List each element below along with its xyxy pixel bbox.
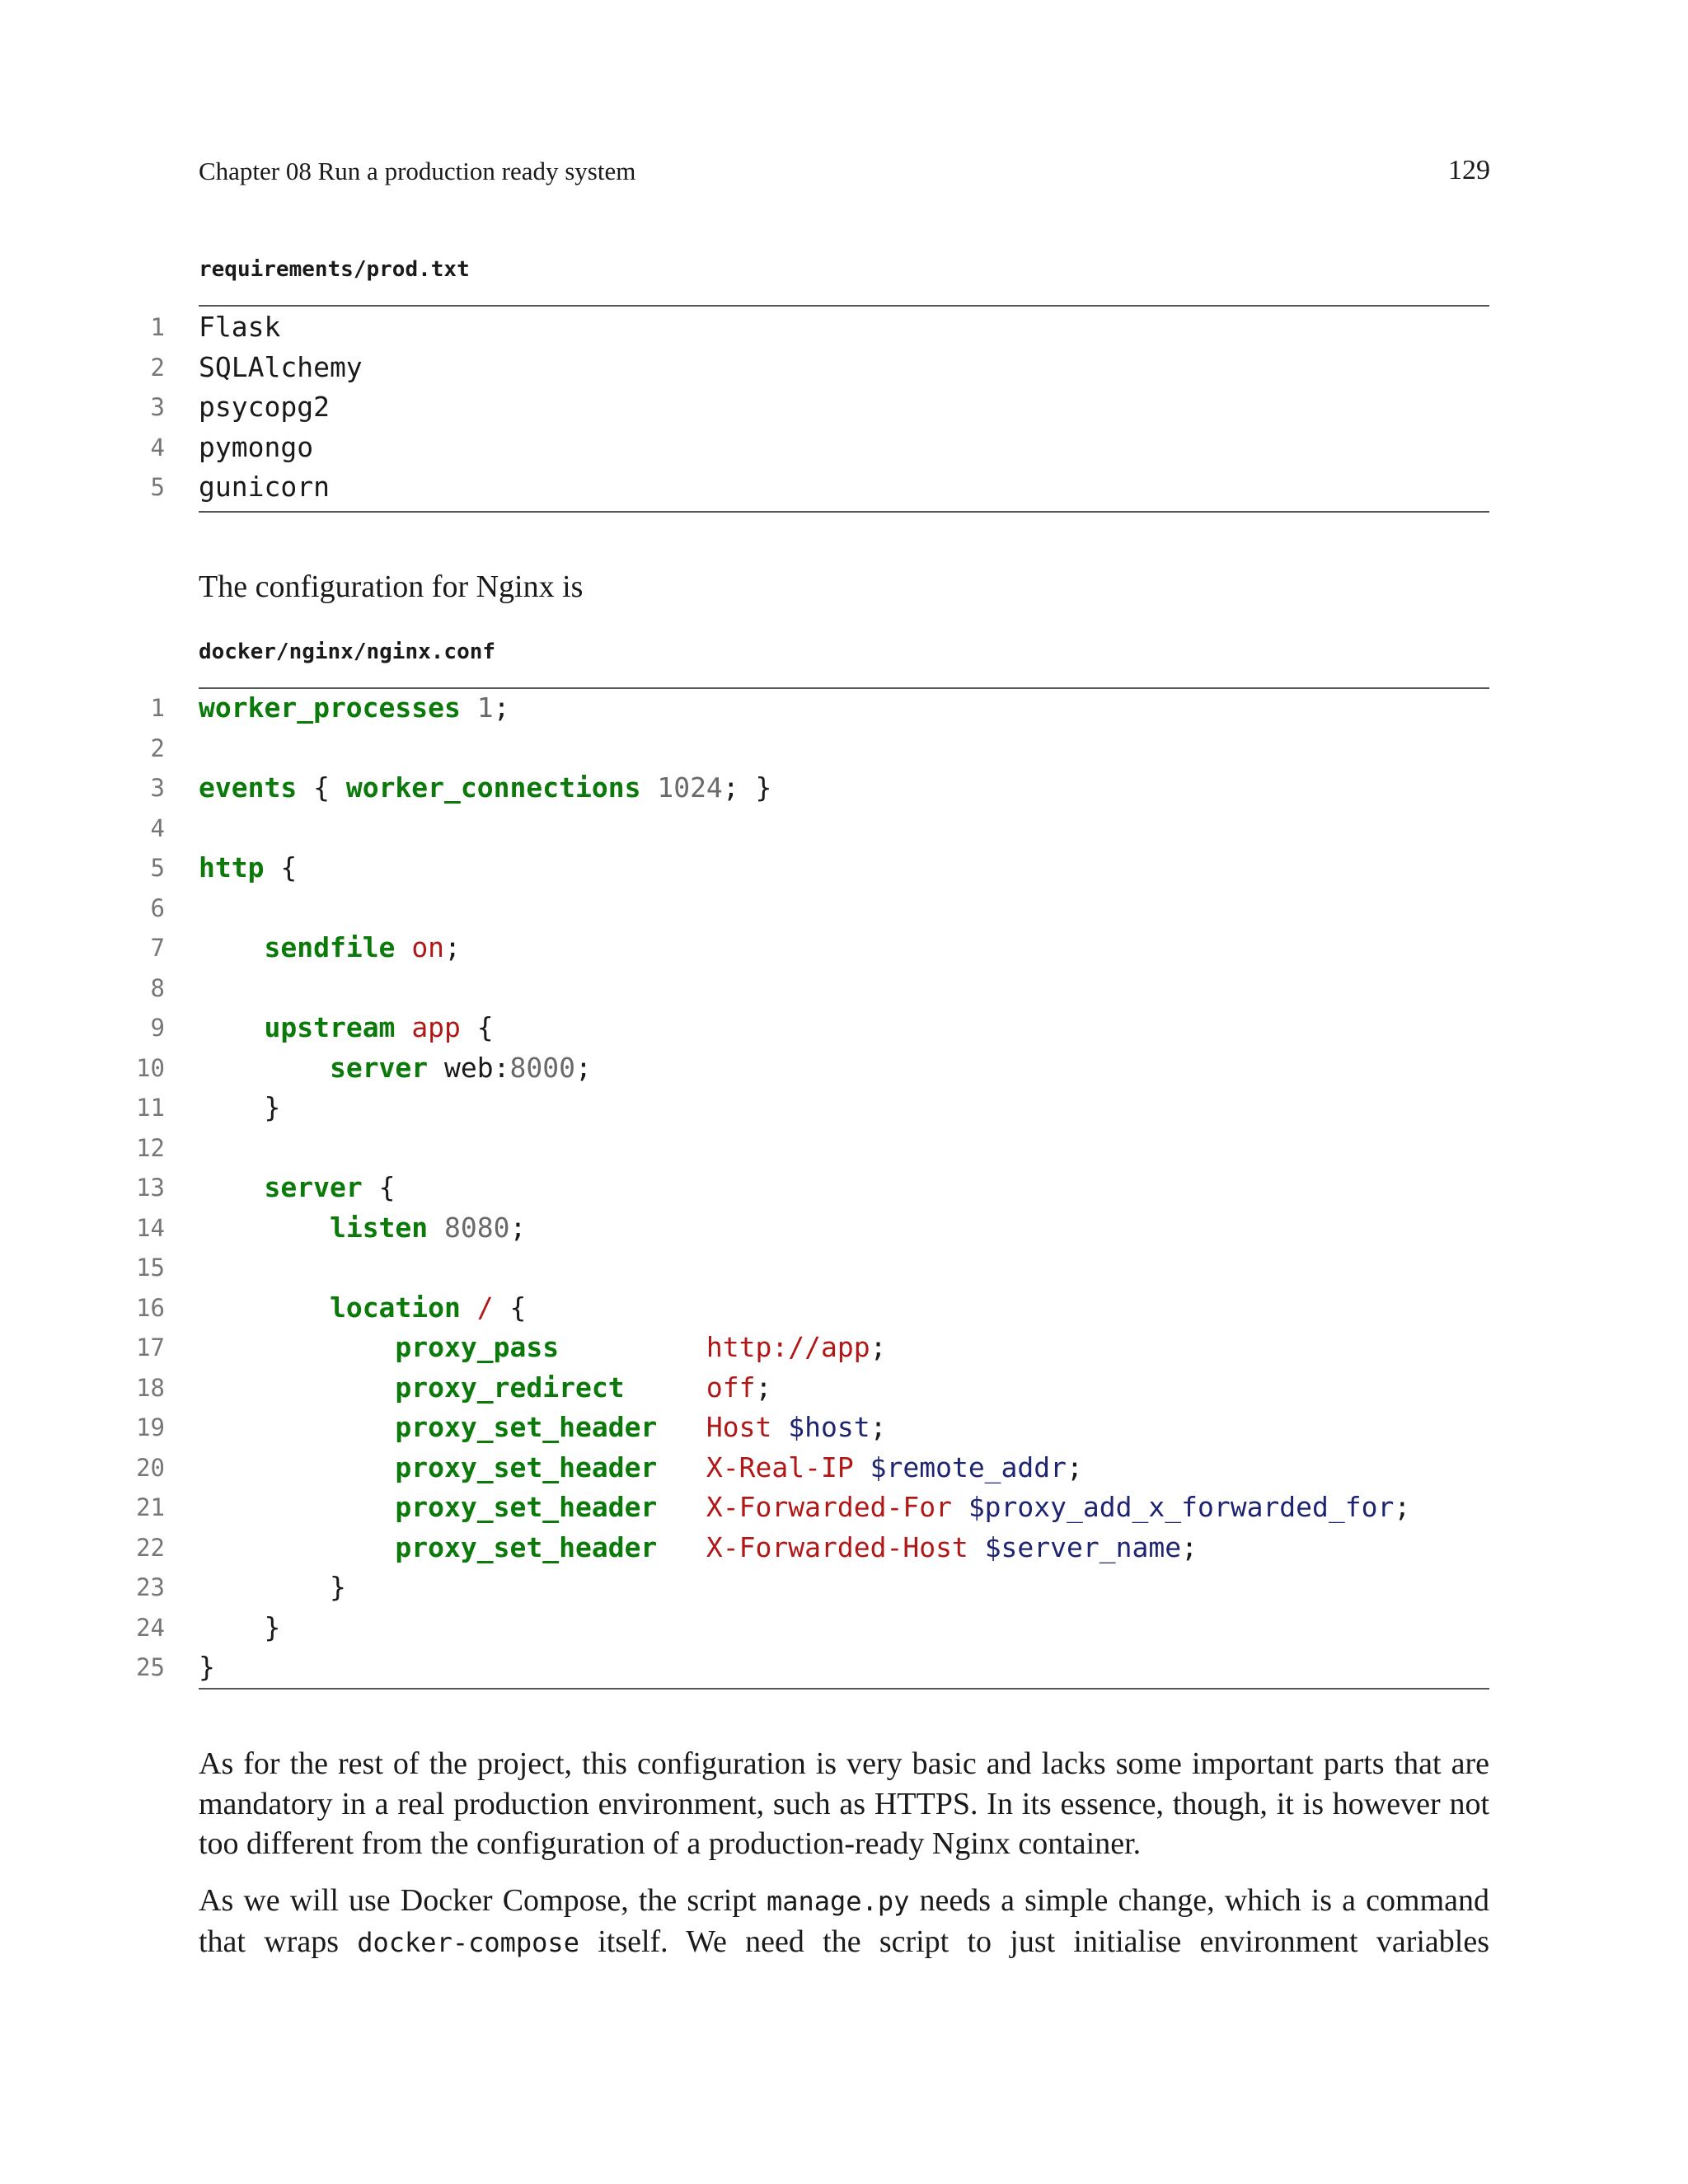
- code-plain: ;: [444, 931, 461, 963]
- paragraph-text: itself. We need the script to just initialise environment variables: [579, 1924, 1490, 1959]
- code-text: [199, 1647, 215, 1688]
- code-line: [0, 1168, 1688, 1208]
- code-plain: [199, 1212, 330, 1244]
- code-string: http://app: [706, 1331, 870, 1363]
- code-text: [199, 1168, 395, 1208]
- code-line: [0, 1608, 1688, 1648]
- code-keyword: sendfile: [264, 931, 396, 963]
- code-plain: ;: [755, 1371, 772, 1404]
- code-text: [199, 1488, 1410, 1528]
- line-number: 11: [136, 1094, 165, 1122]
- listing-bottom-rule: [199, 511, 1489, 513]
- line-number: 5: [150, 854, 165, 882]
- code-variable: $server_name: [984, 1530, 1182, 1563]
- code-plain: web:: [428, 1051, 510, 1084]
- code-plain: [199, 1171, 264, 1203]
- code-plain: [854, 1451, 870, 1483]
- code-line: [0, 1528, 1688, 1568]
- code-plain: [640, 771, 657, 804]
- code-text: [199, 848, 297, 888]
- listing-caption: docker/nginx/nginx.conf: [199, 640, 496, 664]
- code-keyword: server: [264, 1171, 363, 1203]
- code-keyword: location: [329, 1291, 461, 1324]
- code-string: /: [476, 1291, 494, 1324]
- code-line: [0, 348, 1688, 388]
- line-number: 16: [136, 1293, 165, 1322]
- code-text: [199, 768, 771, 808]
- code-plain: [199, 1371, 395, 1404]
- line-number: 24: [136, 1613, 165, 1642]
- code-plain: [771, 1411, 788, 1443]
- body-paragraph: As for the rest of the project, this configuration is very basic and lacks some important parts that are mandatory in a real production environment, such as HTTPS. In its essence, though, it is however not too different from the configuration of a production-ready Nginx container.: [199, 1746, 1489, 1861]
- code-line: [0, 1647, 1688, 1688]
- code-plain: [199, 1411, 395, 1443]
- code-text: [199, 1328, 886, 1368]
- code-text: [199, 1448, 1083, 1488]
- code-string: X-Forwarded-Host: [706, 1530, 968, 1563]
- line-number: 17: [136, 1333, 165, 1361]
- code-keyword: upstream: [264, 1011, 396, 1043]
- code-line: [0, 428, 1688, 468]
- line-number: 14: [136, 1213, 165, 1242]
- code-plain: }: [199, 1651, 215, 1683]
- code-keyword: events: [199, 771, 298, 804]
- code-variable: $host: [788, 1411, 870, 1443]
- code-text: [199, 928, 461, 968]
- line-number: 23: [136, 1573, 165, 1601]
- code-keyword: listen: [329, 1211, 429, 1244]
- code-plain: [461, 691, 477, 724]
- code-plain: }: [199, 1091, 281, 1123]
- code-keyword: server: [329, 1051, 429, 1084]
- body-paragraph: [199, 1881, 1489, 1962]
- code-plain: ;: [870, 1411, 887, 1443]
- code-line: [0, 1328, 1688, 1368]
- code-plain: ;: [1067, 1451, 1083, 1483]
- code-line: [0, 1368, 1688, 1408]
- code-keyword: proxy_set_header: [395, 1451, 658, 1483]
- line-number: 7: [150, 934, 165, 962]
- running-header-title: Chapter 08 Run a production ready system: [199, 157, 636, 185]
- code-plain: {: [460, 1011, 494, 1043]
- code-plain: {: [493, 1291, 527, 1324]
- code-plain: [625, 1371, 706, 1404]
- code-text: [199, 688, 510, 729]
- code-keyword: proxy_set_header: [395, 1411, 658, 1443]
- code-plain: [657, 1491, 706, 1523]
- code-keyword: proxy_set_header: [395, 1491, 658, 1523]
- line-number: 6: [150, 893, 165, 922]
- line-number: 10: [136, 1053, 165, 1082]
- code-plain: [657, 1531, 706, 1563]
- code-line: [0, 928, 1688, 968]
- code-plain: [199, 1331, 395, 1363]
- line-number: 5: [150, 473, 165, 501]
- code-line: [0, 1488, 1688, 1528]
- line-number: 21: [136, 1493, 165, 1521]
- listing-caption: requirements/prod.txt: [199, 257, 470, 282]
- code-line: [0, 1288, 1688, 1329]
- line-number: 9: [150, 1014, 165, 1042]
- line-number: 3: [150, 393, 165, 421]
- code-number: 1024: [657, 771, 723, 804]
- code-text: [199, 1368, 771, 1408]
- code-plain: [657, 1411, 706, 1443]
- code-line: [0, 307, 1688, 348]
- code-keyword: worker_processes: [199, 691, 461, 724]
- code-line: [0, 1008, 1688, 1048]
- line-number: 8: [150, 973, 165, 1002]
- code-text: [199, 1568, 346, 1608]
- code-line: [0, 1088, 1688, 1128]
- code-text: [199, 1608, 280, 1648]
- code-plain: {: [264, 851, 298, 883]
- line-number: 4: [150, 813, 165, 842]
- code-line: [0, 387, 1688, 428]
- code-string: app: [411, 1011, 461, 1043]
- code-text: Flask: [199, 311, 281, 343]
- line-number: 18: [136, 1373, 165, 1402]
- code-string: Host: [706, 1411, 772, 1443]
- intro-paragraph: The configuration for Nginx is: [199, 569, 584, 604]
- code-plain: [199, 1052, 330, 1084]
- code-text: SQLAlchemy: [199, 350, 363, 383]
- line-number: 20: [136, 1453, 165, 1482]
- code-plain: [428, 1212, 444, 1244]
- code-text: [199, 1048, 592, 1089]
- code-plain: [559, 1331, 706, 1363]
- code-plain: {: [362, 1171, 396, 1203]
- code-line: [0, 729, 1688, 769]
- code-number: 8080: [444, 1211, 510, 1244]
- code-line: [0, 1408, 1688, 1448]
- code-plain: }: [199, 1610, 281, 1643]
- code-listing-requirements: [0, 307, 1688, 508]
- code-line: [0, 1568, 1688, 1608]
- code-plain: [199, 1491, 395, 1523]
- line-number: 1: [150, 694, 165, 722]
- line-number: 2: [150, 733, 165, 762]
- line-number: 25: [136, 1653, 165, 1681]
- code-string: X-Forwarded-For: [706, 1491, 952, 1523]
- paragraph-text: As we will use Docker Compose, the script: [199, 1883, 767, 1918]
- code-plain: [395, 1011, 411, 1043]
- code-listing-nginx-conf: [0, 688, 1688, 1688]
- inline-code: manage.py: [766, 1886, 910, 1917]
- code-text: [199, 1008, 494, 1048]
- code-plain: ;: [493, 691, 510, 724]
- code-string: X-Real-IP: [706, 1451, 854, 1483]
- code-line: [0, 1448, 1688, 1488]
- line-number: 15: [136, 1254, 165, 1282]
- code-variable: $remote_addr: [870, 1451, 1067, 1483]
- code-line: [0, 1048, 1688, 1089]
- code-text: [199, 1208, 526, 1249]
- line-number: 2: [150, 353, 165, 382]
- code-keyword: proxy_redirect: [395, 1371, 625, 1404]
- code-keyword: proxy_set_header: [395, 1530, 658, 1563]
- code-line: [0, 768, 1688, 808]
- code-plain: ;: [575, 1051, 592, 1084]
- code-plain: [461, 1291, 477, 1324]
- code-line: [0, 888, 1688, 929]
- code-keyword: worker_connections: [345, 771, 641, 804]
- code-text: [199, 1408, 887, 1448]
- line-number: 3: [150, 774, 165, 802]
- line-number: 13: [136, 1174, 165, 1202]
- code-line: [0, 808, 1688, 849]
- code-plain: [199, 1011, 264, 1043]
- code-plain: [199, 1531, 395, 1563]
- line-number: 12: [136, 1133, 165, 1162]
- code-plain: [199, 1291, 330, 1324]
- page-number: 129: [1448, 155, 1490, 185]
- code-string: on: [411, 931, 445, 963]
- code-text: [199, 1288, 526, 1329]
- line-number: 22: [136, 1533, 165, 1562]
- line-number: 4: [150, 433, 165, 462]
- code-text: gunicorn: [199, 471, 330, 503]
- code-number: 8000: [509, 1051, 575, 1084]
- code-text: psycopg2: [199, 391, 330, 423]
- code-line: [0, 1128, 1688, 1169]
- code-plain: [968, 1531, 985, 1563]
- code-line: [0, 968, 1688, 1009]
- line-number: 1: [150, 313, 165, 341]
- inline-code: docker-compose: [357, 1926, 579, 1958]
- code-text: [199, 1088, 280, 1128]
- code-plain: [199, 931, 264, 963]
- code-variable: $proxy_add_x_forwarded_for: [968, 1491, 1395, 1523]
- code-plain: {: [297, 771, 346, 804]
- paragraph-text: needs a simple change, which is a command that wraps: [199, 1883, 1489, 1959]
- code-keyword: proxy_pass: [395, 1331, 560, 1363]
- code-plain: [657, 1451, 706, 1483]
- code-keyword: http: [199, 851, 265, 883]
- code-plain: ;: [870, 1331, 887, 1363]
- code-plain: ;: [509, 1211, 527, 1244]
- code-plain: ;: [1181, 1530, 1198, 1563]
- code-text: [199, 1528, 1198, 1568]
- code-plain: [952, 1491, 968, 1523]
- code-line: [0, 467, 1688, 508]
- code-plain: ; }: [722, 771, 772, 804]
- code-line: [0, 1208, 1688, 1249]
- code-line: [0, 848, 1688, 888]
- code-plain: [199, 1451, 395, 1483]
- listing-bottom-rule: [199, 1688, 1489, 1690]
- code-text: pymongo: [199, 430, 314, 463]
- code-line: [0, 1248, 1688, 1288]
- code-plain: [395, 931, 411, 963]
- code-string: off: [706, 1371, 756, 1404]
- line-number: 19: [136, 1413, 165, 1441]
- code-number: 1: [476, 691, 494, 724]
- code-plain: }: [199, 1571, 346, 1603]
- code-line: [0, 688, 1688, 729]
- listing-top-rule: [199, 305, 1489, 307]
- code-plain: ;: [1394, 1491, 1411, 1523]
